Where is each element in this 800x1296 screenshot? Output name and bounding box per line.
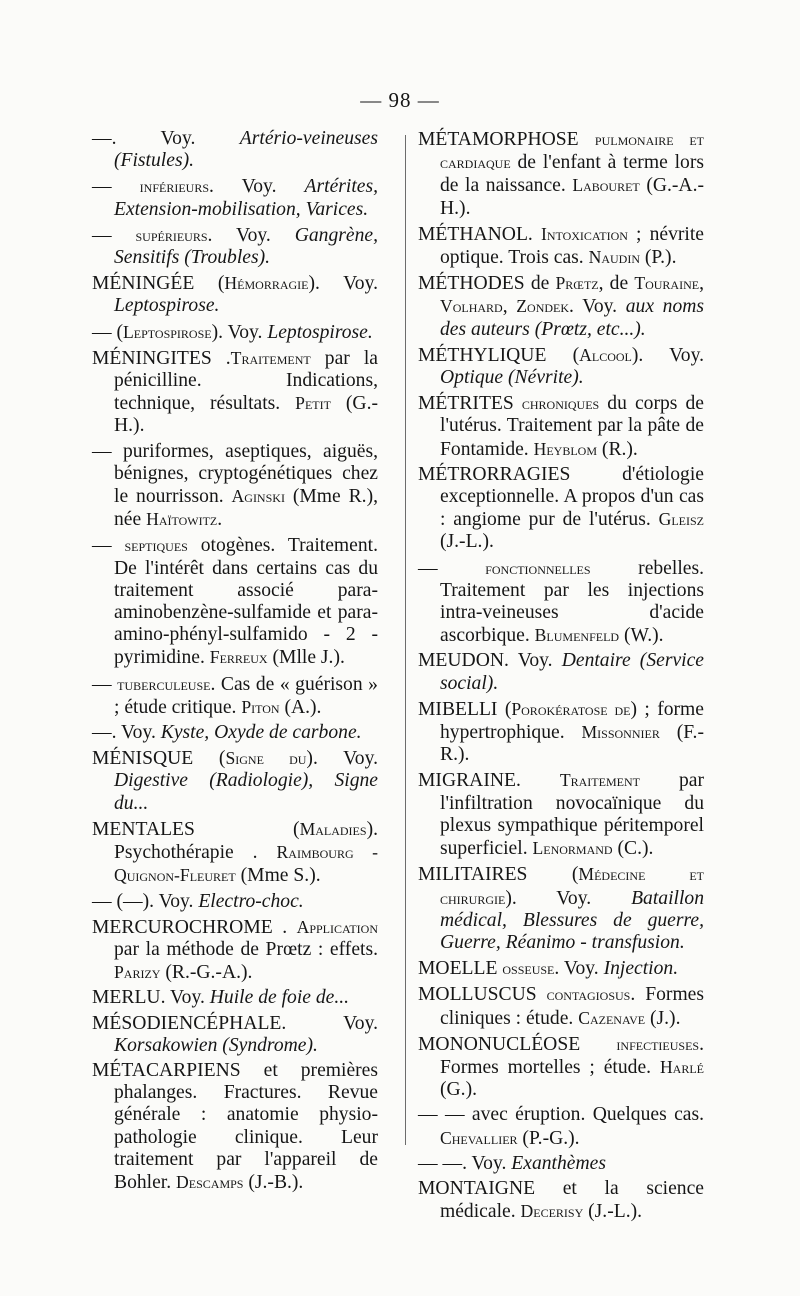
small-caps-text: Heyblom — [533, 438, 598, 459]
entry-text: MEUDON. Voy. — [418, 650, 562, 672]
cross-reference-text: Korsakowien (Syndrome). — [114, 1034, 318, 1056]
small-caps-text: Alcool — [579, 344, 632, 365]
index-entry — [418, 698, 704, 767]
entry-text: (Mme R.), née — [114, 486, 378, 531]
entry-text: MONONUCLÉOSE — [418, 1033, 617, 1055]
cross-reference-text: Gangrène, Sensitifs (Troubles). — [114, 224, 378, 269]
entry-text: par la méthode de Prœtz : effets. — [114, 938, 378, 960]
entry-text: de l'enfant à terme lors de la naissance. — [440, 152, 704, 197]
entry-text: ). Voy. — [308, 273, 378, 295]
small-caps-text: Raimbourg - Quignon-Fleuret — [114, 842, 378, 886]
entry-text: otogènes. Traitement. De l'intérêt dans certains cas du traitement associé para-aminobenzène-sulfamide et para-amino-phényl-sulfamido - 2 - pyrimidine. — [114, 535, 378, 669]
index-entry — [418, 983, 704, 1029]
small-caps-text: tuberculeuse — [117, 673, 211, 694]
index-subentry — [418, 557, 704, 648]
index-subentry — [92, 673, 378, 719]
small-caps-text: pulmonaire et cardiaque — [440, 129, 704, 173]
entry-text: (J.-L.). — [583, 1201, 643, 1223]
entry-text: (F.-R.). — [440, 722, 704, 766]
entry-text: . Voy. — [209, 176, 305, 198]
small-caps-text: Touraine — [634, 273, 700, 294]
entry-text: ). Voy. — [631, 344, 704, 366]
entry-text: MIGRAINE. — [418, 770, 560, 792]
index-subentry — [92, 128, 378, 172]
entry-text: par l'infiltration novocaïnique du plexus sympathique péritemporel superficiel. — [440, 770, 704, 860]
cross-reference-text: Exanthèmes — [511, 1152, 606, 1174]
entry-text: MÉTRITES — [418, 393, 522, 415]
index-entry — [418, 769, 704, 860]
column-divider — [405, 135, 406, 1145]
entry-text: (P.). — [640, 247, 677, 269]
cross-reference-text: Huile de foie de... — [209, 987, 350, 1009]
cross-reference-text: Dentaire (Service social). — [440, 650, 704, 694]
entry-text: , — [699, 273, 704, 295]
entry-text: (J.). — [645, 1007, 681, 1029]
small-caps-text: septiques — [124, 535, 188, 556]
entry-text: du corps de l'utérus. Traitement par la pâte de Fontamide. — [440, 393, 704, 460]
small-caps-text: Cazenave — [578, 1007, 646, 1028]
entry-text: — (—). Voy. — [92, 890, 199, 912]
index-entry — [92, 818, 378, 888]
entry-text: ; névrite optique. Trois cas. — [440, 223, 705, 269]
index-entry — [92, 1013, 378, 1057]
entry-text: — — [92, 535, 125, 557]
index-entry — [92, 987, 378, 1009]
entry-text: (P.-G.). — [517, 1127, 580, 1149]
index-column-left — [92, 128, 378, 1197]
cross-reference-text: Injection. — [603, 958, 679, 980]
index-subentry — [92, 891, 378, 913]
small-caps-text: Zondek — [516, 296, 570, 317]
entry-text: (J.-L.). — [440, 531, 494, 553]
small-caps-text: chroniques — [521, 393, 600, 414]
index-entry — [418, 344, 704, 389]
entry-text: MÉNINGITES . — [92, 347, 231, 369]
small-caps-text: contagiosus — [546, 984, 631, 1005]
entry-text: , de — [598, 273, 635, 295]
entry-text: MÉNISQUE ( — [92, 748, 226, 770]
index-entry — [92, 916, 378, 985]
index-entry — [418, 650, 704, 694]
entry-text: . Cas de « guérison » ; étude critique. — [114, 673, 378, 718]
entry-text: (A.). — [279, 696, 322, 718]
entry-text: MÉTHODES de — [418, 273, 556, 295]
entry-text: . Formes mortelles ; étude. — [440, 1033, 704, 1078]
entry-text: — —. Voy. — [418, 1152, 512, 1174]
entry-text: (C.). — [612, 838, 654, 860]
entry-text: . Formes cliniques : étude. — [440, 984, 704, 1029]
entry-text: MOELLE — [418, 958, 503, 980]
index-subentry — [92, 321, 378, 344]
entry-text: (R.-G.-A.). — [160, 962, 253, 984]
entry-text: (J.-B.). — [243, 1171, 304, 1193]
small-caps-text: Prœtz — [555, 273, 599, 294]
small-caps-text: supérieurs — [135, 224, 208, 245]
entry-text: rebelles. Traitement par les injections intra-veineuses d'acide ascorbique. — [440, 557, 704, 647]
small-caps-text: Aginski — [231, 486, 285, 507]
small-caps-text: Lenormand — [532, 838, 613, 859]
small-caps-text: Application — [296, 916, 378, 937]
entry-text: ) ; forme hypertrophique. — [440, 698, 704, 744]
small-caps-text: Traitement — [559, 770, 640, 791]
small-caps-text: Intoxication — [540, 223, 628, 244]
index-entry — [92, 272, 378, 317]
small-caps-text: Missonnier — [581, 722, 660, 743]
cross-reference-text: Kyste, Oxyde de carbone. — [160, 722, 362, 744]
cross-reference-text: Leptospirose. — [267, 321, 373, 343]
entry-text: (R.). — [597, 438, 638, 460]
small-caps-text: Signe du — [225, 748, 307, 769]
small-caps-text: osseuse — [502, 958, 555, 979]
index-subentry — [92, 224, 378, 269]
entry-text: MENTALES ( — [92, 818, 300, 840]
index-entry — [418, 128, 704, 220]
entry-text: (G.-A.-H.). — [440, 175, 704, 219]
small-caps-text: Maladies — [299, 818, 367, 839]
cross-reference-text: Leptospirose. — [114, 295, 220, 317]
small-caps-text: Labouret — [572, 175, 640, 196]
small-caps-text: Blumenfeld — [534, 625, 620, 646]
cross-reference-text: Artérites, Extension-mobilisation, Varices. — [114, 176, 379, 220]
index-entry — [418, 1178, 704, 1223]
index-entry — [418, 957, 704, 980]
entry-text: MOLLUSCUS — [418, 984, 547, 1006]
entry-text: — — [418, 557, 486, 579]
entry-text: (Mme S.). — [235, 865, 321, 887]
entry-text: — — [92, 673, 118, 695]
index-entry — [418, 272, 704, 341]
small-caps-text: infectieuses — [616, 1033, 700, 1054]
entry-text: . — [217, 509, 223, 531]
entry-text: —. Voy. — [92, 128, 240, 149]
cross-reference-text: Optique (Névrite). — [440, 367, 584, 389]
entry-text: MÉNINGÉE ( — [92, 273, 225, 295]
small-caps-text: Porokératose de — [511, 698, 631, 719]
small-caps-text: Haïtowitz — [146, 509, 218, 530]
entry-text: . Voy. — [207, 224, 295, 246]
entry-text: — ( — [92, 321, 124, 343]
entry-text: , — [502, 296, 517, 318]
page-number: — 98 — — [360, 88, 440, 112]
small-caps-text: Naudin — [588, 247, 640, 268]
entry-text: ). Voy. — [505, 887, 632, 909]
index-entry — [418, 464, 704, 554]
entry-text: —. Voy. — [92, 722, 161, 744]
small-caps-text: Parizy — [114, 962, 161, 983]
small-caps-text: Decerisy — [520, 1201, 584, 1222]
small-caps-text: Médecine et chirurgie — [440, 864, 704, 908]
entry-text: par la pénicilline. Indications, technique, résultats. — [114, 347, 378, 415]
index-subentry — [92, 722, 378, 744]
entry-text: (Mlle J.). — [267, 647, 345, 669]
entry-text: MÉTHYLIQUE ( — [418, 344, 580, 366]
entry-text: — puriformes, aseptiques, aiguës, bénignes, cryptogénétiques chez le nourrisson. — [92, 440, 378, 508]
entry-text: (W.). — [619, 625, 664, 647]
entry-text: ). Voy. — [211, 321, 268, 343]
entry-text: MILITAIRES ( — [418, 864, 579, 886]
small-caps-text: Leptospirose — [123, 321, 212, 342]
entry-text: . Voy. — [554, 958, 604, 980]
entry-text: MÉTAMORPHOSE — [418, 129, 595, 150]
index-subentry — [418, 1104, 704, 1149]
entry-text: ). Voy. — [306, 748, 379, 770]
entry-text: MÉTRORRAGIES d'étiologie exceptionnelle. A propos d'un cas : angiome pur de l'utérus. — [418, 463, 704, 531]
cross-reference-text: Bataillon médical, Blessures de guerre, Guerre, Réanimo - transfusion. — [440, 887, 704, 953]
cross-reference-text: Electro-choc. — [198, 890, 304, 912]
index-subentry — [92, 534, 378, 669]
entry-text: — — [92, 176, 140, 198]
entry-text: MONTAIGNE et la science médicale. — [418, 1177, 704, 1223]
small-caps-text: inférieurs — [139, 176, 210, 197]
entry-text: MÉTACARPIENS et premières phalanges. Fractures. Revue générale : anatomie physio-pathologie clinique. Leur traitement par l'appareil de Bohler. — [92, 1059, 378, 1193]
index-entry — [92, 347, 378, 438]
entry-text: (G.). — [440, 1079, 477, 1101]
index-entry — [92, 747, 378, 815]
entry-text: MERCUROCHROME . — [92, 916, 297, 938]
small-caps-text: Gleisz — [658, 509, 704, 530]
index-subentry — [92, 441, 378, 532]
small-caps-text: Piton — [241, 696, 280, 717]
small-caps-text: Hémorragie — [224, 273, 309, 294]
index-entry — [418, 392, 704, 461]
entry-text: (G.-H.). — [114, 393, 378, 437]
small-caps-text: Harlé — [659, 1056, 704, 1077]
index-entry — [418, 863, 704, 954]
entry-text: MÉTHANOL. — [418, 223, 541, 245]
index-entry — [92, 1060, 378, 1194]
index-column-right — [418, 128, 704, 1226]
index-entry — [418, 1033, 704, 1102]
entry-text: . Voy. — [569, 296, 626, 318]
entry-text: ). Psychothérapie . — [114, 818, 378, 864]
small-caps-text: Traitement — [230, 347, 311, 368]
entry-text: — — [92, 224, 136, 246]
entry-text: MERLU. Voy. — [92, 987, 210, 1009]
entry-text: MIBELLI ( — [418, 698, 512, 720]
entry-text: — — avec éruption. Quelques cas. — [418, 1104, 704, 1126]
small-caps-text: fonctionnelles — [485, 557, 591, 578]
small-caps-text: Ferreux — [209, 647, 268, 668]
cross-reference-text: Artério-veineuses (Fistules). — [114, 128, 378, 172]
index-entry — [418, 223, 704, 269]
index-subentry — [92, 175, 378, 220]
small-caps-text: Petit — [295, 393, 331, 414]
small-caps-text: Chevallier — [440, 1127, 518, 1148]
entry-text: MÉSODIENCÉPHALE. Voy. — [92, 1012, 378, 1034]
cross-reference-text: aux noms des auteurs (Prœtz, etc...). — [440, 296, 705, 340]
index-subentry — [418, 1153, 704, 1175]
cross-reference-text: Digestive (Radiologie), Signe du... — [114, 770, 378, 814]
small-caps-text: Volhard — [440, 296, 503, 317]
small-caps-text: Descamps — [176, 1171, 244, 1192]
